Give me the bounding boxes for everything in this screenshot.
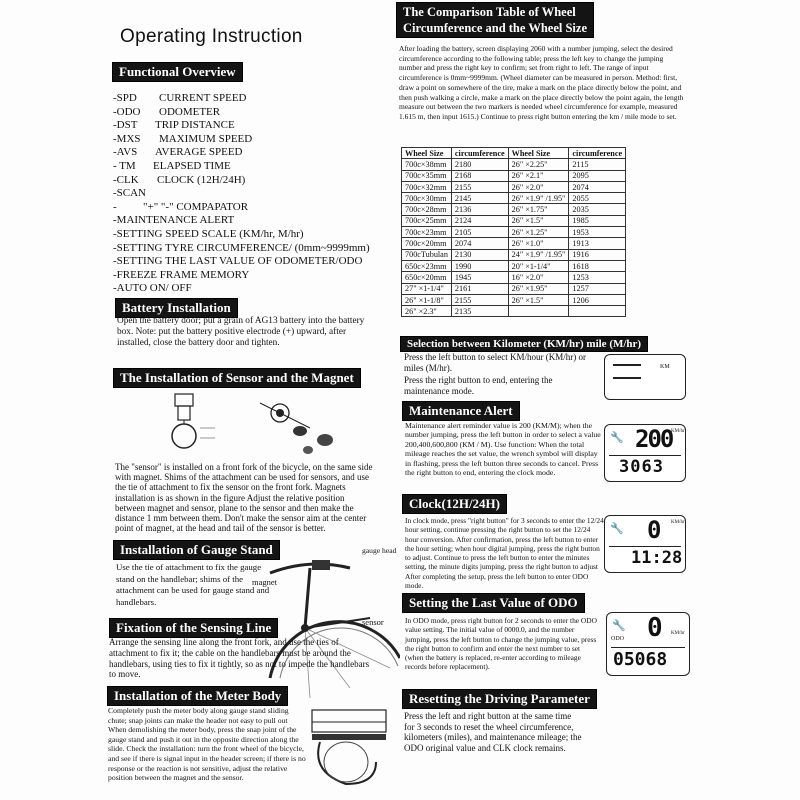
func-item: -SETTING SPEED SCALE (KM/hr, M/hr) — [113, 227, 304, 240]
table-cell: 1913 — [569, 238, 626, 249]
table-cell: 1206 — [569, 294, 626, 305]
clock-text: In clock mode, press "right button" for 3 seconds to enter the 12/24 hour setting, continue pressing the right button to set the 12/24 hour conversion. After confirmation, press the left button to enter the hour setting; when hour digital jumping, press the right button to adjust. Continue to press the left button to enter the minutes setting, the minute digits jumping, press the right button to adjust After completing the setup, press the left button to enter ODO mode. — [405, 516, 604, 591]
lcd-odo-label: ODO — [611, 636, 624, 642]
lcd-odo-readout: 05068 — [613, 649, 668, 670]
sensor-header: The Installation of Sensor and the Magnet — [113, 368, 361, 388]
func-item: -SCAN — [113, 187, 147, 200]
table-cell: 700c×32mm — [402, 181, 452, 192]
func-item: -ODO ODOMETER — [113, 105, 221, 118]
maintenance-header: Maintenance Alert — [402, 401, 520, 421]
table-cell: 1916 — [569, 249, 626, 260]
table-cell: 26" ×2.3" — [402, 306, 452, 317]
wheel-table-intro: After loading the battery, screen displaying 2060 with a number jumping, select the desired circumference according to the following table; press the left key to change the jumping number and press the right key to confirm; set from right to left. The range of input circumference is 0mm~9999mm. (Wheel diameter can be measured in person. Method: first, draw a point on somewhere of the tire, make a mark on the place directly below the point, and then push walking a circle, make a mark on the place directly below the point again, the length measure out between the two markers is needed wheel circumference for example, measured 1.615 m, then input 1615.) Continue to press right button entering the km / mile mode to set. — [399, 44, 684, 121]
table-row — [402, 260, 626, 271]
table-row — [402, 272, 626, 283]
table-row — [402, 193, 626, 204]
column-header: circumference — [569, 148, 626, 159]
km-unit-label: KM — [660, 364, 670, 370]
odo-lcd — [606, 612, 690, 676]
table-row — [402, 227, 626, 238]
table-cell: 2115 — [569, 159, 626, 170]
table-cell: 650c×23mm — [402, 260, 452, 271]
table-row — [402, 204, 626, 215]
odo-text: In ODO mode, press right button for 2 seconds to enter the ODO value setting. The initial value of 0000.0, and the number jumping, press the left button to change the jumping value, press the right button to confirm and enter the next number to set (when the battery is replaced, re-enter according to mileage records before replacement). — [405, 616, 597, 672]
table-header-row — [402, 148, 626, 159]
table-cell: 20" ×1-1/4" — [508, 260, 569, 271]
wheel-table-header: The Comparison Table of Wheel Circumference and the Wheel Size — [396, 2, 594, 38]
gauge-head-label: gauge head — [362, 546, 397, 555]
battery-text: Open the battery door; put a grain of AG13 battery into the battery box. Note: put the battery positive electrode (+) upward, after installed, close the battery door and tighten. — [117, 316, 365, 348]
odo-header: Setting the Last Value of ODO — [402, 593, 585, 613]
table-cell: 24" ×1.9" /1.95" — [508, 249, 569, 260]
table-cell: 2168 — [451, 170, 508, 181]
functional-overview-header: Functional Overview — [112, 62, 243, 82]
table-cell — [569, 306, 626, 317]
km-mile-text-2: Press the right button to end, entering the maintenance mode. — [404, 375, 553, 396]
lcd-unit: KM/hr — [671, 631, 685, 636]
sensing-line-header: Fixation of the Sensing Line — [109, 618, 278, 638]
func-item: -AVS AVERAGE SPEED — [113, 146, 243, 159]
table-cell: 1953 — [569, 227, 626, 238]
func-item: -MAINTENANCE ALERT — [113, 214, 235, 227]
func-item: -SETTING THE LAST VALUE OF ODOMETER/ODO — [113, 255, 363, 268]
sensor-text: The "sensor" is installed on a front fork of the bicycle, on the same side with magnet. Shims of the attachment can be used for sensors, and use the tie of attachment to fix the sensor on the front fork. Magnets installation is as shown in the figure Adjust the relative position between magnet and sensor, plane to the sensor and then make the distance 1 mm between them. Don't make the sensor aim at the center point of magnet, at the head and tail of the sensor is better. — [115, 462, 373, 534]
maintenance-lcd — [604, 424, 686, 482]
table-row — [402, 294, 626, 305]
lcd-speed-readout: 0 — [647, 613, 663, 643]
magnet-label: magnet — [252, 577, 278, 587]
table-cell: 2155 — [451, 181, 508, 192]
table-cell: 2155 — [451, 294, 508, 305]
table-cell: 1253 — [569, 272, 626, 283]
table-cell: 2135 — [451, 306, 508, 317]
table-cell — [508, 306, 569, 317]
table-cell: 2035 — [569, 204, 626, 215]
lcd-unit: KM/hr — [671, 429, 685, 434]
table-row — [402, 159, 626, 170]
table-cell: 1257 — [569, 283, 626, 294]
table-cell: 2136 — [451, 204, 508, 215]
table-row — [402, 238, 626, 249]
reset-text: Press the left and right button at the same time for 3 seconds to reset the wheel circumference, kilometers (miles), and maintenance mileage; the ODO original value and CLK clock remains. — [404, 711, 582, 754]
table-cell: 700c×30mm — [402, 193, 452, 204]
lcd-speed-readout: 200 — [635, 425, 673, 453]
func-item: -MXS MAXIMUM SPEED — [113, 132, 253, 145]
wrench-icon: 🔧 — [610, 523, 624, 535]
func-item: - "+" "-" COMPAPATOR — [113, 200, 249, 213]
sensor-magnet-illustration — [160, 388, 360, 463]
table-cell: 700c×38mm — [402, 159, 452, 170]
table-row — [402, 215, 626, 226]
func-item: -SETTING TYRE CIRCUMFERENCE/ (0mm~9999mm) — [113, 241, 370, 254]
table-cell: 2130 — [451, 249, 508, 260]
wrench-icon: 🔧 — [610, 432, 624, 444]
maintenance-text: Maintenance alert reminder value is 200 (KM/M); when the number jumping, press the left button in order to select a value 200,400,600,800 (KM / M). Use function: When the total mileage reaches the set value, the wrench symbol will display in flashing, press the left button three seconds to cancel. Press the right button to end, entering the clock mode. — [405, 421, 601, 478]
km-mile-lcd — [604, 354, 686, 400]
table-cell: 16" ×2.0" — [508, 272, 569, 283]
table-cell: 700c×25mm — [402, 215, 452, 226]
func-item: - TM ELAPSED TIME — [113, 159, 231, 172]
gauge-stand-header: Installation of Gauge Stand — [113, 540, 280, 560]
lcd-odo-readout: 3063 — [619, 457, 664, 477]
column-header: Wheel Size — [402, 148, 452, 159]
table-cell: 2095 — [569, 170, 626, 181]
table-cell: 26" ×1.5" — [508, 294, 569, 305]
table-row — [402, 170, 626, 181]
table-cell: 26" ×2.1" — [508, 170, 569, 181]
column-header: Wheel Size — [508, 148, 569, 159]
table-cell: 2124 — [451, 215, 508, 226]
table-cell: 26" ×1.0" — [508, 238, 569, 249]
table-cell: 2105 — [451, 227, 508, 238]
func-item: -FREEZE FRAME MEMORY — [113, 268, 250, 281]
table-cell: 1990 — [451, 260, 508, 271]
lcd-clock-readout: 11:28 — [631, 548, 683, 568]
meter-body-illustration — [306, 702, 394, 797]
func-item: -AUTO ON/ OFF — [113, 282, 192, 295]
table-row — [402, 283, 626, 294]
table-cell: 26" ×2.0" — [508, 181, 569, 192]
wheel-circumference-table — [401, 147, 626, 317]
meter-body-header: Installation of the Meter Body — [107, 686, 288, 706]
table-cell: 26" ×1-1/8" — [402, 294, 452, 305]
func-item: -SPD CURRENT SPEED — [113, 92, 247, 104]
table-cell: 2055 — [569, 193, 626, 204]
sensor-label: sensor — [362, 617, 384, 627]
table-cell: 700c×28mm — [402, 204, 452, 215]
table-cell: 1945 — [451, 272, 508, 283]
functional-overview-list — [113, 92, 370, 296]
gauge-stand-text: Use the tie of attachment to fix the gauge stand on the handlebar; shims of the attachment can be used for gauge stand and handlebars. — [116, 562, 270, 607]
reset-header: Resetting the Driving Parameter — [402, 689, 597, 709]
clock-header: Clock(12H/24H) — [402, 494, 507, 514]
battery-header: Battery Installation — [115, 298, 238, 318]
km-mile-header: Selection between Kilometer (KM/hr) mile (M/hr) — [400, 336, 648, 352]
table-cell: 26" ×1.95" — [508, 283, 569, 294]
sensing-line-text: Arrange the sensing line along the front fork, and use the ties of attachment to fix it; the cable on the handlebars must be around the handlebars, using ties to fix it tightly, so as not to impede the handlebars to move. — [109, 637, 370, 680]
table-cell: 1618 — [569, 260, 626, 271]
table-cell: 700c×23mm — [402, 227, 452, 238]
table-cell: 26" ×1.75" — [508, 204, 569, 215]
column-header: circumference — [451, 148, 508, 159]
func-item: -CLK CLOCK (12H/24H) — [113, 173, 246, 186]
lcd-unit: KM/hr — [671, 520, 685, 525]
table-row — [402, 181, 626, 192]
table-cell: 2074 — [569, 181, 626, 192]
lcd-speed-readout: 0 — [647, 516, 662, 544]
meter-body-text: Completely push the meter body along gauge stand sliding chute; snap joints can make the header not easy to pull out When demolishing the meter body, press the snap joint of the gauge stand and push it out in the opposite direction along the slide. Check the installation: turn the front wheel of the bicycle, and see if there is signal input in the header screen; if there is no response or the reaction is not sensitive, adjust the relative position between the magnet and the sensor. — [108, 706, 306, 783]
table-row — [402, 249, 626, 260]
table-cell: 2074 — [451, 238, 508, 249]
table-cell: 700c×35mm — [402, 170, 452, 181]
table-cell: 650c×20mm — [402, 272, 452, 283]
km-mile-text-1: Press the left button to select KM/hour (KM/hr) or miles (M/hr). — [404, 352, 586, 373]
table-cell: 2180 — [451, 159, 508, 170]
table-cell: 27" ×1-1/4" — [402, 283, 452, 294]
table-cell: 26" ×1.25" — [508, 227, 569, 238]
page-title: Operating Instruction — [120, 26, 303, 47]
table-cell: 1985 — [569, 215, 626, 226]
table-cell: 26" ×2.25" — [508, 159, 569, 170]
wrench-icon: 🔧 — [612, 620, 626, 632]
func-item: -DST TRIP DISTANCE — [113, 119, 235, 132]
table-cell: 2145 — [451, 193, 508, 204]
table-cell: 700cTubulan — [402, 249, 452, 260]
clock-lcd — [604, 515, 686, 573]
table-cell: 26" ×1.9" /1.95" — [508, 193, 569, 204]
table-cell: 26" ×1.5" — [508, 215, 569, 226]
table-cell: 700c×20mm — [402, 238, 452, 249]
table-row — [402, 306, 626, 317]
table-cell: 2161 — [451, 283, 508, 294]
